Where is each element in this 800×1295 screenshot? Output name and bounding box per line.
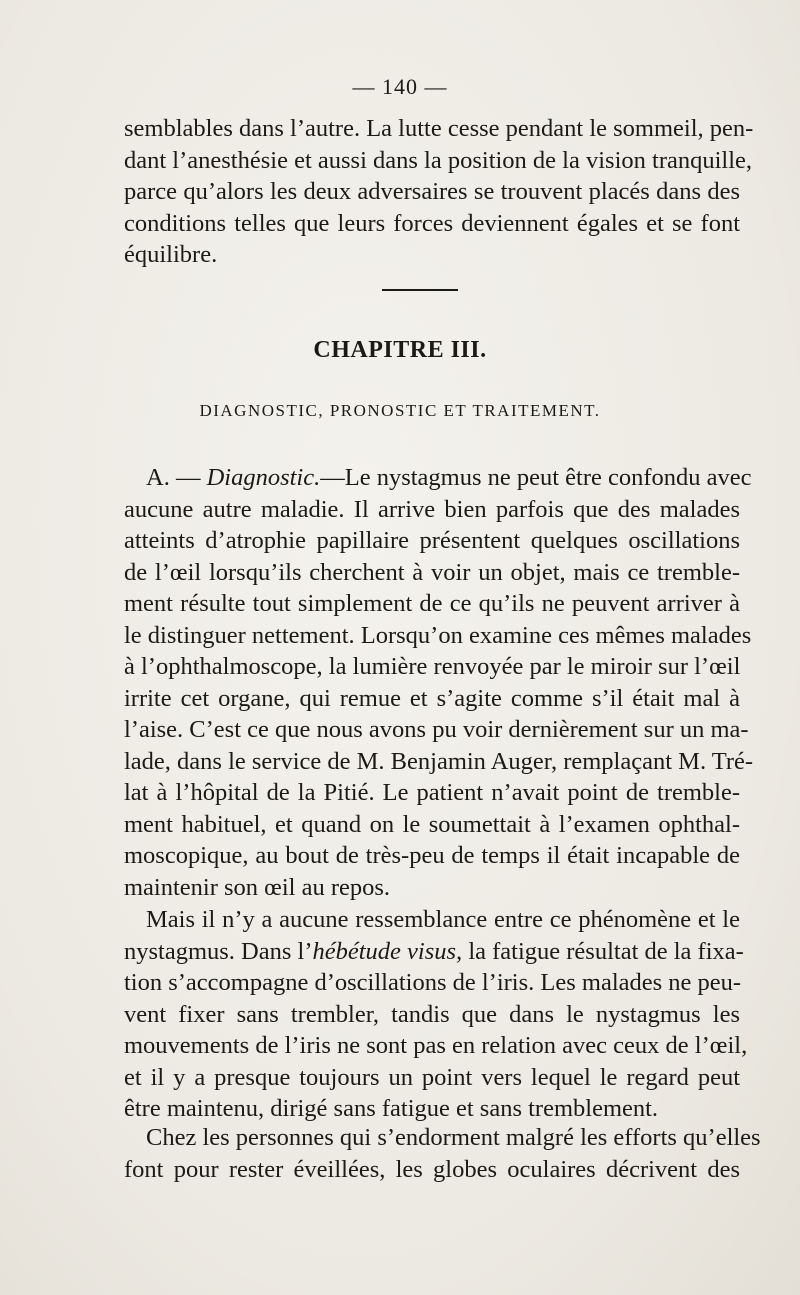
hebetude-paragraph [124,904,748,1125]
text-line-with-italic [124,936,744,968]
text-fragment: la fatigue résultat de la fixa- [462,937,744,965]
text-line: être maintenu, dirigé sans fatigue et sans tremblement. [124,1095,659,1122]
text-line: atteints d’atrophie papillaire présentent quelques oscillations [124,527,740,554]
text-line: moscopique, au bout de très-peu de temps il était incapable de [124,842,740,869]
text-line: parce qu’alors les deux adversaires se trouvent placés dans des [124,178,740,205]
text-line: maintenir son œil au repos. [124,873,391,901]
text-line: Chez les personnes qui s’endorment malgré les efforts qu’elles [146,1124,761,1151]
text-line: équilibre. [124,241,218,268]
text-line: le distinguer nettement. Lorsqu’on examine ces mêmes malades [124,621,752,649]
text-line: lade, dans le service de M. Benjamin Auger, remplaçant M. Tré- [124,747,754,775]
text-line: de l’œil lorsqu’ils cherchent à voir un objet, mais ce tremble- [124,558,740,586]
section-a-paragraph [124,462,754,903]
text-fragment: Le nystagmus ne peut être confondu avec [344,464,752,491]
text-line: ment résulte tout simplement de ce qu’ils ne peuvent arriver à [124,590,740,617]
section-heading: Diagnostic. [206,464,321,491]
text-line: à l’ophthalmoscope, la lumière renvoyée par le miroir sur l’œil [124,653,741,680]
text-line: tion s’accompagne d’oscillations de l’iris. Les malades ne peu- [124,969,742,996]
page-number: — 140 — [352,74,448,99]
chapter-subtitle: DIAGNOSTIC, PRONOSTIC ET TRAITEMENT. [199,401,601,420]
text-line: et il y a presque toujours un point vers lequel le regard peut [124,1063,740,1091]
sleep-paragraph [124,1122,761,1185]
text-line: vent fixer sans trembler, tandis que dans le nystagmus les [124,1000,740,1028]
text-line: conditions telles que leurs forces deviennent égales et se font [124,209,740,237]
carryover-paragraph [124,113,754,271]
text-line: aucune autre maladie. Il arrive bien parfois que des malades [124,495,740,523]
section-divider [382,289,458,291]
text-line: lat à l’hôpital de la Pitié. Le patient n’avait point de tremble- [124,779,740,806]
text-line: Mais il n’y a aucune ressemblance entre ce phénomène et le [146,906,740,933]
text-line: l’aise. C’est ce que nous avons pu voir dernièrement sur un ma- [124,716,749,743]
chapter-title: CHAPITRE III. [313,337,487,363]
section-a-first-line [124,462,752,494]
text-fragment: nystagmus. Dans l’ [124,937,313,965]
text-line: semblables dans l’autre. La lutte cesse pendant le sommeil, pen- [124,115,754,142]
text-line: irrite cet organe, qui remue et s’agite comme s’il était mal à [124,684,740,712]
text-line: mouvements de l’iris ne sont pas en relation avec ceux de l’œil, [124,1032,748,1059]
text-line: dant l’anesthésie et aussi dans la position de la vision tranquille, [124,146,753,174]
text-line: ment habituel, et quand on le soumettait à l’examen ophthal- [124,810,740,838]
em-dash: — [320,464,345,491]
text-line: font pour rester éveillées, les globes oculaires décrivent des [124,1155,740,1183]
italic-term: hébétude visus, [312,937,463,965]
section-label: A. — [146,464,201,491]
